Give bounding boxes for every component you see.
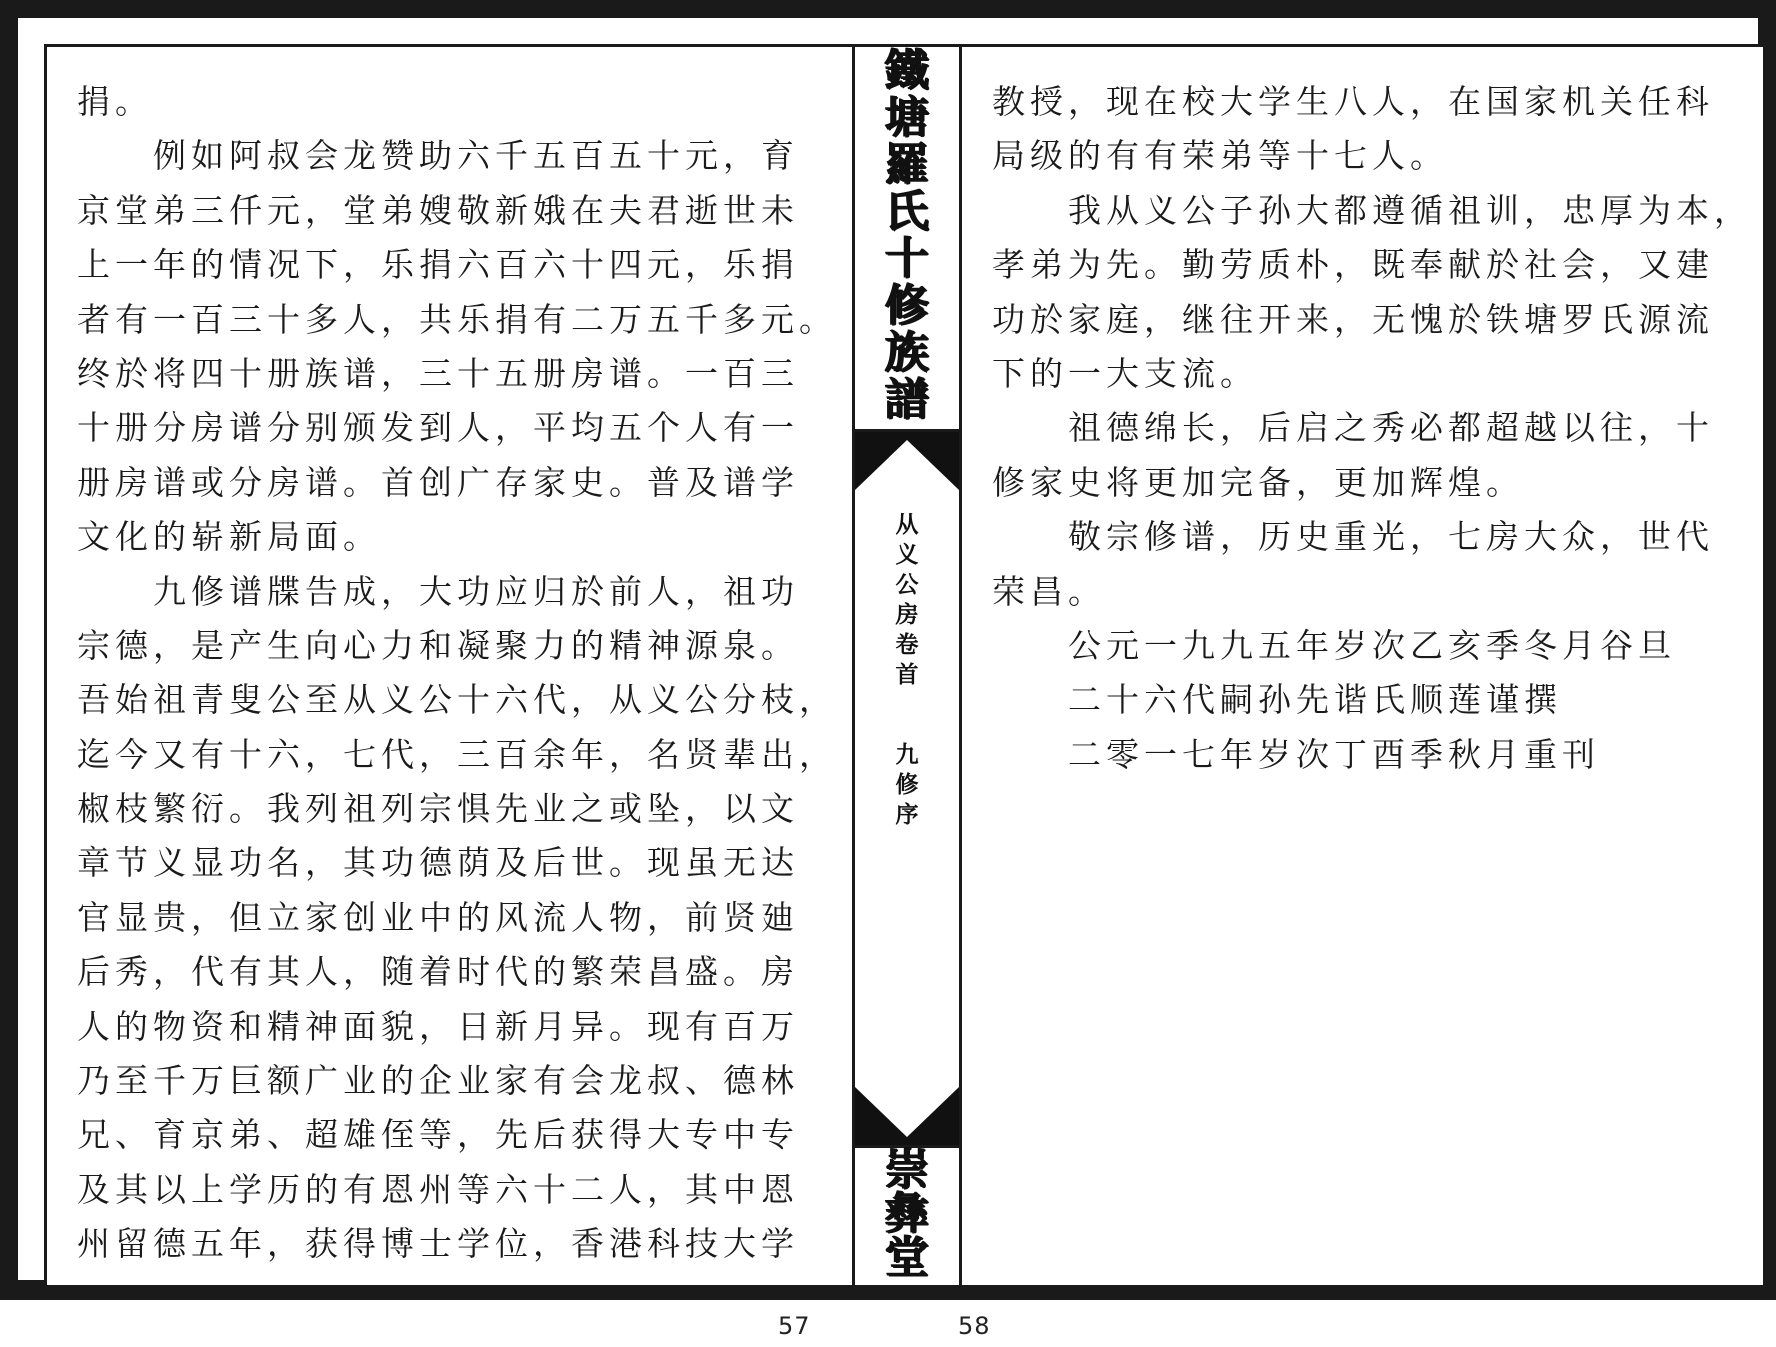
spine-title-char: 譜 — [885, 374, 929, 425]
text-line: 京堂弟三仟元，堂弟嫂敬新娥在夫君逝世未 — [77, 190, 799, 230]
text-line: 二零一七年岁次丁酉季秋月重刊 — [992, 734, 1600, 774]
spine-section-char: 九 — [895, 742, 919, 768]
text-line: 文化的崭新局面。 — [77, 517, 381, 557]
left-page — [47, 47, 852, 1285]
spine-volume-label — [855, 510, 959, 690]
spine-title-char: 鐵 — [885, 45, 929, 96]
frame-content — [44, 44, 1766, 1288]
text-line: 修家史将更加完备，更加辉煌。 — [992, 462, 1524, 502]
text-line: 吾始祖青叟公至从义公十六代，从义公分枝， — [77, 680, 837, 720]
spine-volume-char: 卷 — [895, 632, 919, 658]
spine-title-char: 羅 — [885, 139, 929, 190]
spine-title-char: 族 — [885, 327, 929, 378]
text-line: 兄、育京弟、超雄侄等，先后获得大专中专 — [77, 1115, 799, 1155]
spine-volume-char: 义 — [895, 542, 919, 568]
text-line: 荣昌。 — [992, 571, 1106, 611]
spine-title-char: 氏 — [885, 186, 929, 237]
frame-inner — [18, 18, 1758, 1283]
text-line: 敬宗修谱，历史重光，七房大众，世代 — [992, 517, 1714, 557]
text-line: 上一年的情况下，乐捐六百六十四元，乐捐 — [77, 245, 799, 285]
spine-section-char: 修 — [895, 772, 919, 798]
text-line: 捐。 — [77, 82, 153, 121]
spine-volume-char: 公 — [895, 572, 919, 598]
text-line: 章节义显功名，其功德荫及后世。现虽无达 — [77, 843, 799, 883]
text-line: 宗德，是产生向心力和凝聚力的精神源泉。 — [77, 625, 799, 665]
text-line: 功於家庭，继往开来，无愧於铁塘罗氏源流 — [992, 299, 1714, 339]
spine-title-char: 修 — [885, 280, 929, 331]
text-line: 终於将四十册族谱，三十五册房谱。一百三 — [77, 353, 799, 393]
text-line: 官显贵，但立家创业中的风流人物，前贤廸 — [77, 897, 799, 937]
spine-hall-char: 崇 — [885, 1144, 929, 1195]
spine-volume-char: 从 — [895, 512, 919, 538]
spine-hall-char: 彝 — [885, 1188, 929, 1239]
text-line: 下的一大支流。 — [992, 353, 1258, 393]
spine-section-label — [855, 740, 959, 830]
text-line: 十册分房谱分别颁发到人，平均五个人有一 — [77, 408, 799, 448]
text-line: 九修谱牒告成，大功应归於前人，祖功 — [77, 571, 799, 611]
text-line: 椒枝繁衍。我列祖列宗惧先业之或坠，以文 — [77, 789, 799, 829]
text-line: 祖德绵长，后启之秀必都超越以往，十 — [992, 408, 1714, 448]
spine-middle — [855, 490, 959, 1087]
text-line: 我从义公子孙大都遵循祖训，忠厚为本， — [992, 190, 1752, 230]
spine-hall-name — [855, 1145, 959, 1285]
text-line: 二十六代嗣孙先谐氏顺莲谨撰 — [992, 680, 1562, 720]
spine-section-char: 序 — [895, 802, 919, 828]
text-line: 后秀，代有其人，随着时代的繁荣昌盛。房 — [77, 952, 799, 992]
text-line: 例如阿叔会龙赞助六千五百五十元，育 — [77, 136, 799, 176]
spine-hall-char: 堂 — [885, 1232, 929, 1283]
text-line: 教授，现在校大学生八人，在国家机关任科 — [992, 82, 1714, 121]
text-line: 乃至千万巨额广业的企业家有会龙叔、德林 — [77, 1061, 799, 1101]
page-number-right: 58 — [958, 1312, 991, 1340]
spine-title-char: 塘 — [885, 92, 929, 143]
band-arrow-top — [855, 432, 959, 490]
spine-volume-char: 首 — [895, 662, 919, 688]
text-line: 人的物资和精神面貌，日新月异。现有百万 — [77, 1006, 799, 1046]
spine-volume-char: 房 — [895, 602, 919, 628]
spine-band-top — [855, 432, 959, 490]
book-spine — [852, 47, 962, 1285]
text-line: 孝弟为先。勤劳质朴，既奉献於社会，又建 — [992, 245, 1714, 285]
page-number-left: 57 — [778, 1312, 811, 1340]
text-line: 者有一百三十多人，共乐捐有二万五千多元。 — [77, 299, 837, 339]
spine-title — [855, 47, 959, 432]
text-line: 局级的有有荣弟等十七人。 — [992, 136, 1448, 176]
text-line: 册房谱或分房谱。首创广存家史。普及谱学 — [77, 462, 799, 502]
text-line: 公元一九九五年岁次乙亥季冬月谷旦 — [992, 625, 1676, 665]
text-line: 州留德五年，获得博士学位，香港科技大学 — [77, 1224, 799, 1264]
text-line: 迄今又有十六，七代，三百余年，名贤辈出， — [77, 734, 837, 774]
spine-title-char: 十 — [885, 233, 929, 284]
spine-band-bottom — [855, 1087, 959, 1145]
band-arrow-bottom — [855, 1087, 959, 1145]
right-page — [962, 47, 1762, 1285]
text-line: 及其以上学历的有恩州等六十二人，其中恩 — [77, 1169, 799, 1209]
